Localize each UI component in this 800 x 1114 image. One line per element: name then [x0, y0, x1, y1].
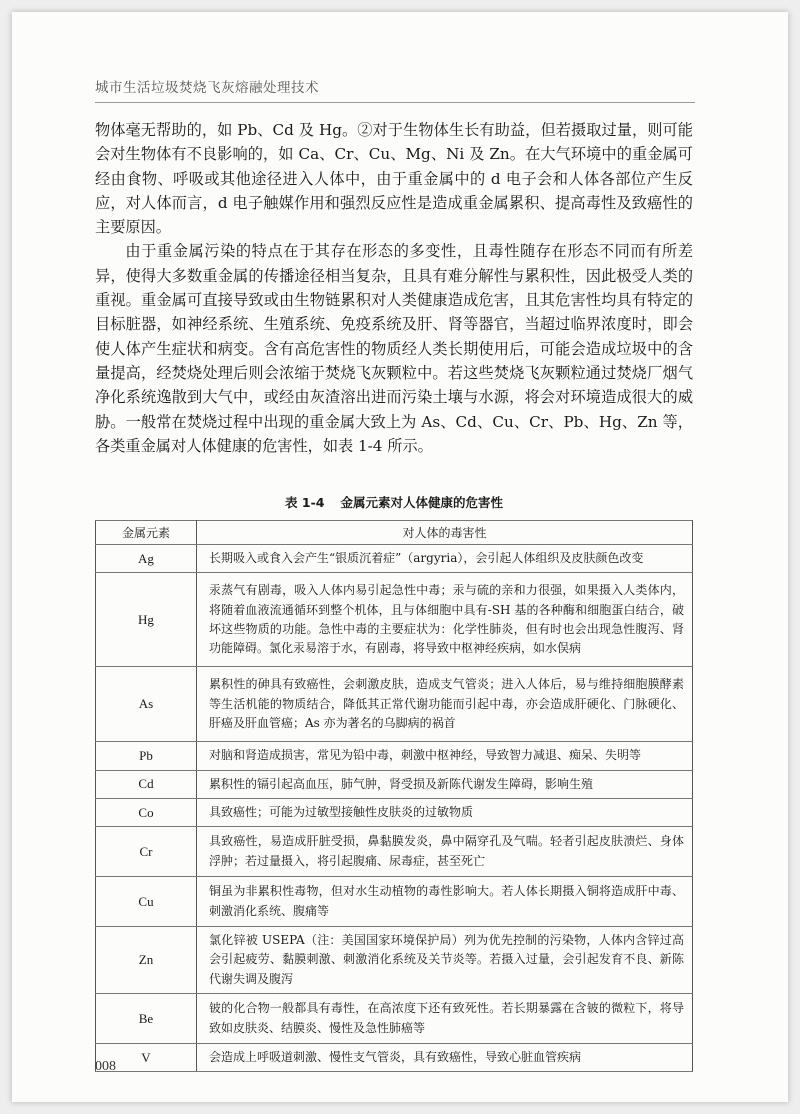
metal-cell: As	[96, 667, 197, 742]
hazard-cell: 长期吸入或食入会产生“银质沉着症”（argyria），会引起人体组织及皮肤颜色改变	[197, 545, 693, 573]
metal-cell: Co	[96, 798, 197, 826]
hazard-cell: 累积性的砷具有致癌性，会刺激皮肤，造成支气管炎；进入人体后，易与维持细胞膜酵素等生活机能的物质结合，降低其正常代谢功能而引起中毒，亦会造成肝硬化、门脉硬化、肝癌及肝血管癌；As 亦为著名的乌脚病的祸首	[197, 667, 693, 742]
metal-cell: Cr	[96, 827, 197, 877]
hazard-cell: 铍的化合物一般都具有毒性，在高浓度下还有致死性。若长期暴露在含铍的微粒下，将导致如皮肤炎、结膜炎、慢性及急性肺癌等	[197, 994, 693, 1044]
table-row	[96, 770, 693, 798]
table-row	[96, 545, 693, 573]
table-row	[96, 1044, 693, 1072]
hazard-cell: 铜虽为非累积性毒物，但对水生动植物的毒性影响大。若人体长期摄入铜将造成肝中毒、刺激消化系统、腹痛等	[197, 877, 693, 927]
metal-cell: V	[96, 1044, 197, 1072]
metal-cell: Pb	[96, 742, 197, 770]
metal-hazard-table	[95, 520, 693, 1072]
page-number: 008	[95, 1059, 116, 1074]
book-page	[12, 12, 788, 1102]
column-header-toxicity: 对人体的毒害性	[197, 521, 693, 545]
hazard-cell: 会造成上呼吸道刺激、慢性支气管炎，具有致癌性，导致心脏血管疾病	[197, 1044, 693, 1072]
table-row	[96, 798, 693, 826]
body-text	[95, 118, 693, 458]
table-row	[96, 994, 693, 1044]
hazard-cell: 对脑和肾造成损害，常见为铅中毒，刺激中枢神经，导致智力减退、痴呆、失明等	[197, 742, 693, 770]
running-header: 城市生活垃圾焚烧飞灰熔融处理技术	[95, 80, 319, 96]
metal-cell: Cu	[96, 877, 197, 927]
hazard-cell: 具致癌性，易造成肝脏受损，鼻黏膜发炎，鼻中隔穿孔及气喘。轻者引起皮肤溃烂、身体浮肿；若过量摄入，将引起腹痛、尿毒症，甚至死亡	[197, 827, 693, 877]
header-rule	[95, 102, 695, 103]
paragraph-heavy-metal-pollution: 由于重金属污染的特点在于其存在形态的多变性，且毒性随存在形态不同而有所差异，使得大多数重金属的传播途径相当复杂，且具有难分解性与累积性，因此极受人类的重视。重金属可直接导致或由生物链累积对人类健康造成危害，且其危害性均具有特定的目标脏器，如神经系统、生殖系统、免疫系统及肝、肾等器官，当超过临界浓度时，即会使人体产生症状和病变。含有高危害性的物质经人类长期使用后，可能会造成垃圾中的含量提高，经焚烧处理后则会浓缩于焚烧飞灰颗粒中。若这些焚烧飞灰颗粒通过焚烧厂烟气净化系统逸散到大气中，或经由灰渣溶出进而污染土壤与水源，将会对环境造成很大的威胁。一般常在焚烧过程中出现的重金属大致上为 As、Cd、Cu、Cr、Pb、Hg、Zn 等，各类重金属对人体健康的危害性，如表 1-4 所示。	[95, 242, 693, 455]
metal-cell: Be	[96, 994, 197, 1044]
metal-cell: Ag	[96, 545, 197, 573]
table-row	[96, 742, 693, 770]
metal-cell: Cd	[96, 770, 197, 798]
table-row	[96, 827, 693, 877]
column-header-metal: 金属元素	[96, 521, 197, 545]
table-number: 表 1-4	[285, 495, 325, 510]
paragraph-continued: 物体毫无帮助的，如 Pb、Cd 及 Hg。②对于生物体生长有助益，但若摄取过量，则可能会对生物体有不良影响的，如 Ca、Cr、Cu、Mg、Ni 及 Zn。在大气环境中的重金属可经由食物、呼吸或其他途径进入人体中，由于重金属中的 d 电子会和人体各部位产生反应，对人体而言，d 电子触媒作用和强烈反应性是造成重金属累积、提高毒性及致癌性的主要原因。	[95, 121, 693, 237]
metal-cell: Hg	[96, 573, 197, 667]
hazard-cell: 累积性的镉引起高血压，肺气肿，肾受损及新陈代谢发生障碍，影响生殖	[197, 770, 693, 798]
hazard-cell: 汞蒸气有剧毒，吸入人体内易引起急性中毒；汞与硫的亲和力很强，如果摄入人类体内，将随着血液流通循环到整个机体，且与体细胞中具有-SH 基的各种酶和细胞蛋白结合，破坏这些物质的功能。急性中毒的主要症状为：化学性肺炎，但有时也会出现急性腹泻、肾功能障碍。氯化汞易溶于水，有剧毒，将导致中枢神经疾病，如水俣病	[197, 573, 693, 667]
table-row	[96, 877, 693, 927]
table-title: 金属元素对人体健康的危害性	[340, 495, 503, 510]
table-row	[96, 667, 693, 742]
table-row	[96, 927, 693, 994]
hazard-cell: 具致癌性；可能为过敏型接触性皮肤炎的过敏物质	[197, 798, 693, 826]
table-header-row	[96, 521, 693, 545]
hazard-cell: 氯化锌被 USEPA（注：美国国家环境保护局）列为优先控制的污染物，人体内含锌过高会引起疲劳、黏膜刺激、刺激消化系统及关节炎等。若摄入过量，会引起发育不良、新陈代谢失调及腹泻	[197, 927, 693, 994]
metal-cell: Zn	[96, 927, 197, 994]
table-caption	[95, 493, 693, 511]
table-row	[96, 573, 693, 667]
